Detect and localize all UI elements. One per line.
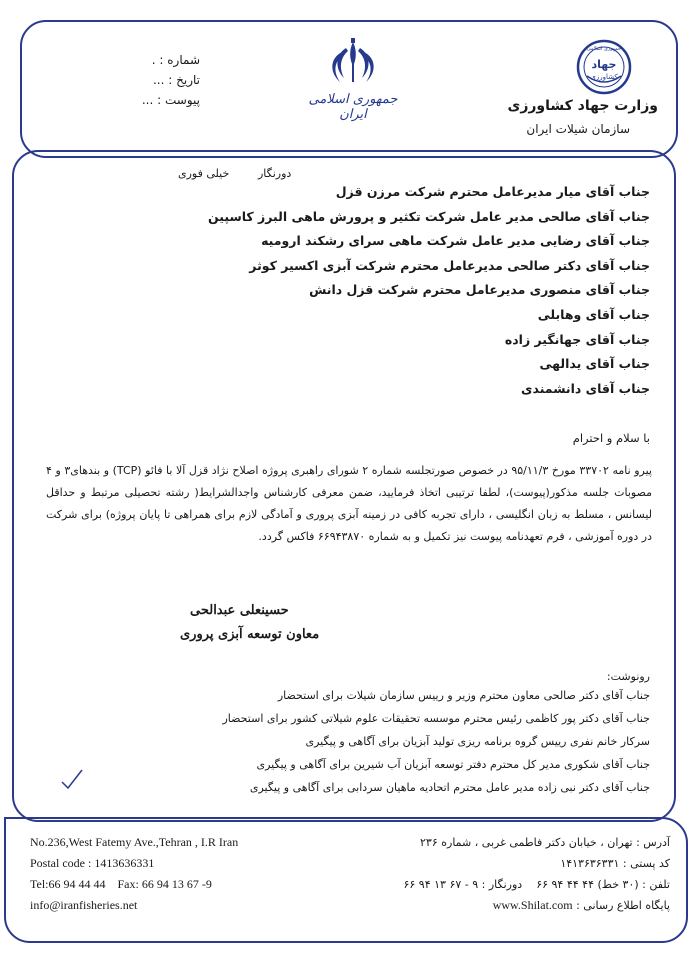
signatory-name: حسینعلی عبدالحی <box>190 603 289 618</box>
recipient-item: جناب آقای وهابلی <box>537 306 650 322</box>
fax-marker: دورنگار <box>258 167 292 180</box>
cc-item: جناب آقای دکتر صالحی معاون محترم وزیر و رییس سازمان شیلات برای استحضار <box>277 689 650 702</box>
organization-name: سازمان شیلات ایران <box>526 122 630 136</box>
letter-number-field: شماره : . <box>151 53 200 67</box>
letter-meta-fields <box>40 50 200 110</box>
letter-body: پیرو نامه ۳۳۷۰۲ مورخ ۹۵/۱۱/۳ در خصوص صورتجلسه شماره ۲ شورای راهبری پروژه اصلاح نژاد قزل آلا با فائو (TCP) و بندهای۳ و ۴ مصوبات جلسه مذکور(پیوست)، لطفا ترتیبی اتخاذ فرمایید، ضمن معرفی کارشناس واجدالشرایط( رشته تحصیلی مرتبط و حداقل لیسانس ، مسلط به زبان انگلیسی ، دارای تجربه کافی در زمینه آبزی پروری و آمادگی لازم برای همراهی تا پایان پروژه) برای شرکت در دوره آموزشی ، فرم تعهدنامه پیوست نیز تکمیل و به شماره ۶۶۹۴۳۸۷۰ فاکس گردد. <box>46 464 652 543</box>
footer-website-link[interactable]: www.Shilat.com <box>492 898 573 912</box>
logo-bottom-text: کشاورزی <box>590 73 618 81</box>
footer-postal-fa: کد پستی : ۱۴۱۳۶۳۶۳۳۱ <box>560 857 670 870</box>
footer-persian <box>403 832 670 916</box>
recipient-item: جناب آقای دکتر صالحی مدیرعامل محترم شرکت آبزی اکسیر کوثر <box>249 257 650 273</box>
urgency-marker: خیلی فوری <box>178 167 230 180</box>
ministry-name: وزارت جهاد کشاورزی <box>507 98 658 114</box>
footer-email[interactable]: info@iranfisheries.net <box>30 898 138 912</box>
recipient-list <box>208 180 650 401</box>
recipient-item: جناب آقای رضایی مدیر عامل شرکت ماهی سرای رشکند ارومیه <box>261 233 650 249</box>
letter-attachment-field: پیوست : ... <box>141 93 200 107</box>
recipient-item: جناب آقای یدالهی <box>539 356 650 372</box>
recipient-item: جناب آقای منصوری مدیرعامل محترم شرکت قزل دانش <box>309 282 650 298</box>
letter-date-field: تاریخ : ... <box>152 73 200 87</box>
footer-english <box>30 832 238 916</box>
signatory-title: معاون توسعه آبزی پروری <box>180 627 320 642</box>
cc-item: سرکار خانم نفری رییس گروه برنامه ریزی تولید آبزیان برای آگاهی و پیگیری <box>305 735 650 748</box>
checkmark-icon <box>60 768 84 790</box>
jihad-keshavarzi-logo <box>575 38 633 96</box>
greeting: با سلام و احترام <box>572 431 650 445</box>
iran-emblem-icon <box>322 38 384 90</box>
footer-website-label: پایگاه اطلاع رسانی : <box>576 899 670 912</box>
logo-main-text: جهاد <box>591 58 617 71</box>
footer-address-fa: آدرس : تهران ، خیابان دکتر فاطمی غربی ، شماره ۲۳۶ <box>420 836 670 849</box>
recipient-item: جناب آقای جهانگیر زاده <box>504 331 650 347</box>
recipient-item: جناب آقای دانشمندی <box>521 380 650 396</box>
footer-website-row <box>403 895 670 916</box>
cc-title: رونوشت: <box>606 670 650 683</box>
footer-postal-en: Postal code : 1413636331 <box>30 856 155 870</box>
recipient-item: جناب آقای میار مدیرعامل محترم شرکت مرزن قزل <box>335 184 650 199</box>
logo-top-text: جمهوری اسلامی <box>586 46 622 52</box>
recipient-item: جناب آقای صالحی مدیر عامل شرکت تکثیر و پرورش ماهی البرز کاسپین <box>207 208 650 224</box>
cc-item: جناب آقای دکتر پور کاظمی رئیس محترم موسسه تحقیقات علوم شیلاتی کشور برای استحضار <box>222 712 650 725</box>
cc-item: جناب آقای شکوری مدیر کل محترم دفتر توسعه آبزیان آب شیرین برای آگاهی و پیگیری <box>256 758 650 771</box>
footer-address-en: No.236,West Fatemy Ave.,Tehran , I.R Iran <box>30 835 239 849</box>
cc-item: جناب آقای دکتر نبی زاده مدیر عامل محترم اتحادیه ماهیان سردابی برای آگاهی و پیگیری <box>249 781 650 794</box>
republic-caption: جمهوری اسلامی ایران <box>308 92 398 122</box>
cc-list <box>222 684 650 799</box>
footer-tel-fax-en: Tel:66 94 44 44 Fax: 66 94 13 67 -9 <box>30 877 212 891</box>
footer-tel-fa: تلفن : (۳۰ خط) ۴۴ ۴۴ ۹۴ ۶۶ دورنگار : ۹ - ۶۷ ۱۳ ۹۴ ۶۶ <box>403 878 670 891</box>
